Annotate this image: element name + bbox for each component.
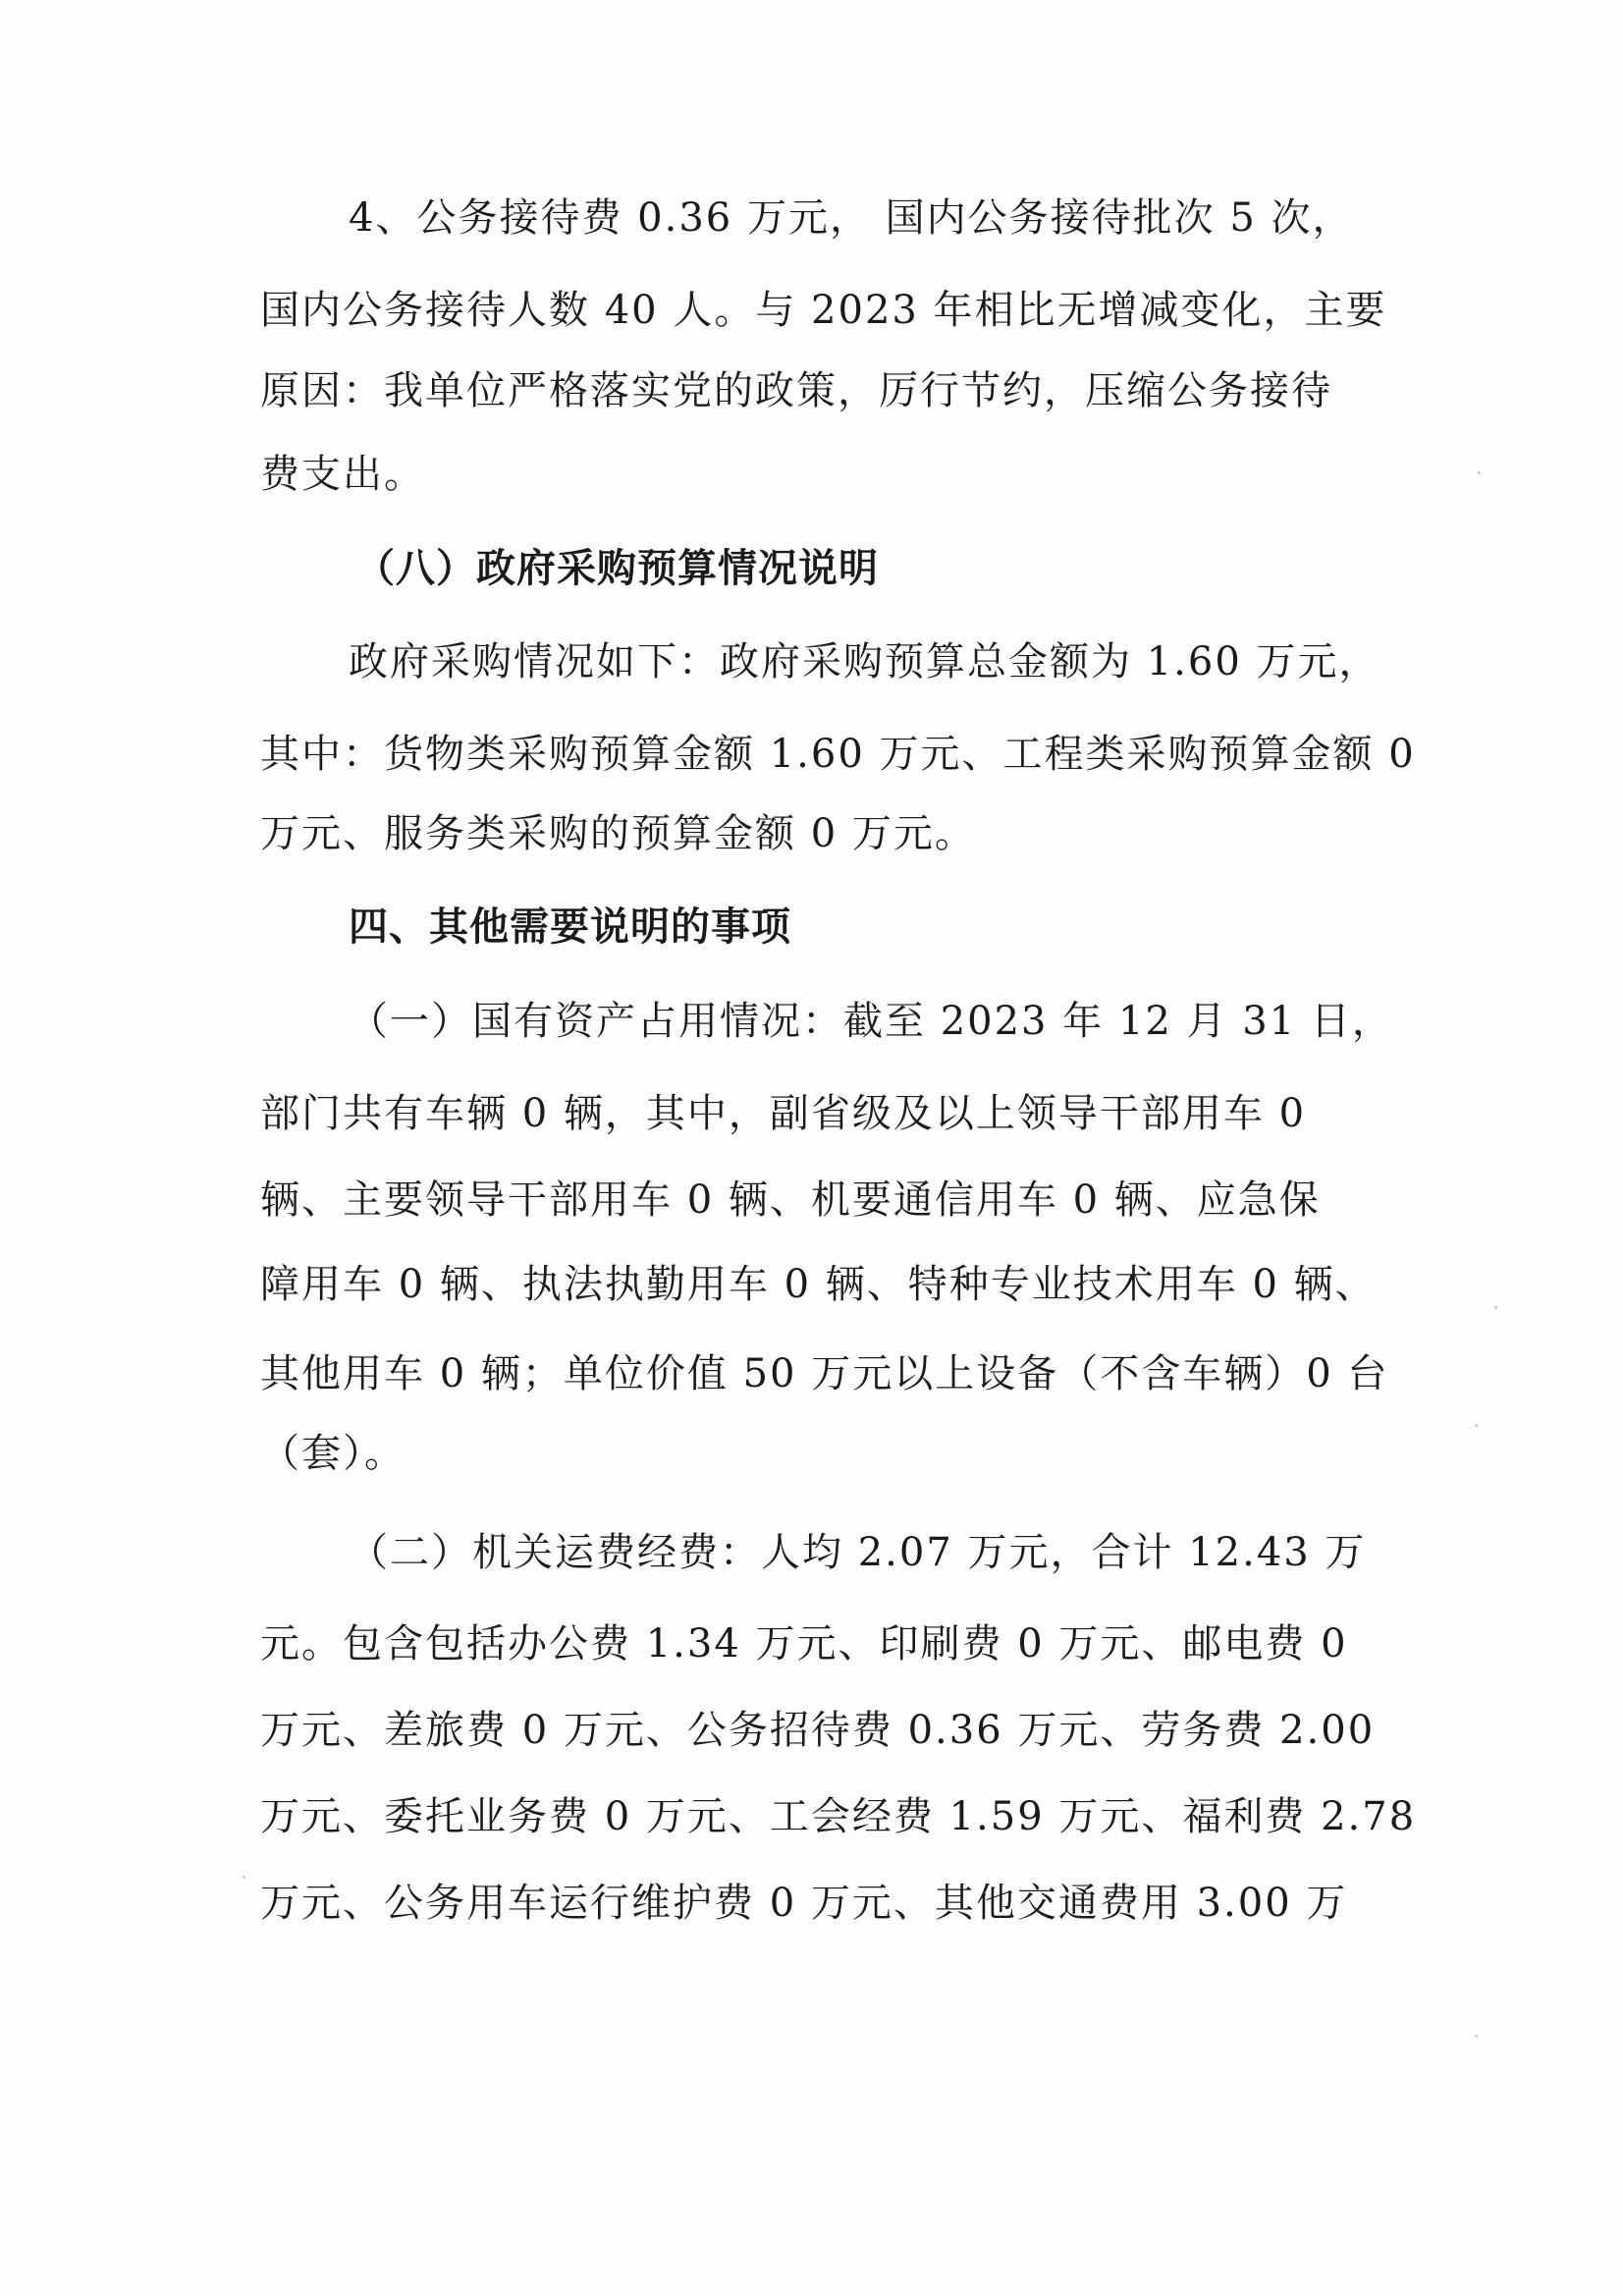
state-assets-line-6: （套）。: [260, 1431, 406, 1476]
operating-costs-line-1: （二）机关运费经费：人均 2.07 万元，合计 12.43 万: [349, 1530, 1367, 1575]
scan-speck: [1475, 2035, 1478, 2038]
scan-speck: [1475, 1424, 1478, 1427]
scan-speck: [1478, 471, 1481, 474]
hospitality-line-4: 费支出。: [260, 452, 425, 497]
scan-speck: [243, 1876, 245, 1879]
operating-costs-line-4: 万元、委托业务费 0 万元、工会经费 1.59 万元、福利费 2.78: [260, 1794, 1417, 1839]
state-assets-line-5: 其他用车 0 辆；单位价值 50 万元以上设备（不含车辆）0 台: [260, 1351, 1389, 1396]
state-assets-line-2: 部门共有车辆 0 辆，其中，副省级及以上领导干部用车 0: [260, 1091, 1307, 1136]
operating-costs-line-3: 万元、差旅费 0 万元、公务招待费 0.36 万元、劳务费 2.00: [260, 1708, 1376, 1753]
state-assets-line-3: 辆、主要领导干部用车 0 辆、机要通信用车 0 辆、应急保: [260, 1177, 1321, 1223]
hospitality-line-2: 国内公务接待人数 40 人。与 2023 年相比无增减变化，主要: [260, 288, 1387, 333]
state-assets-line-4: 障用车 0 辆、执法执勤用车 0 辆、特种专业技术用车 0 辆、: [260, 1262, 1377, 1307]
scan-speck: [1494, 1306, 1497, 1309]
state-assets-line-1: （一）国有资产占用情况：截至 2023 年 12 月 31 日，: [349, 999, 1393, 1044]
procurement-line-2: 其中：货物类采购预算金额 1.60 万元、工程类采购预算金额 0: [260, 732, 1416, 777]
procurement-line-3: 万元、服务类采购的预算金额 0 万元。: [260, 811, 976, 856]
procurement-line-1: 政府采购情况如下：政府采购预算总金额为 1.60 万元，: [349, 639, 1380, 684]
operating-costs-line-5: 万元、公务用车运行维护费 0 万元、其他交通费用 3.00 万: [260, 1881, 1348, 1926]
operating-costs-line-2: 元。包含包括办公费 1.34 万元、印刷费 0 万元、邮电费 0: [260, 1621, 1348, 1667]
hospitality-line-1: 4、公务接待费 0.36 万元， 国内公务接待批次 5 次，: [349, 195, 1354, 241]
hospitality-line-3: 原因：我单位严格落实党的政策，厉行节约，压缩公务接待: [260, 368, 1332, 413]
section-four-heading: 四、其他需要说明的事项: [349, 904, 791, 950]
procurement-heading: （八）政府采购预算情况说明: [355, 546, 879, 591]
